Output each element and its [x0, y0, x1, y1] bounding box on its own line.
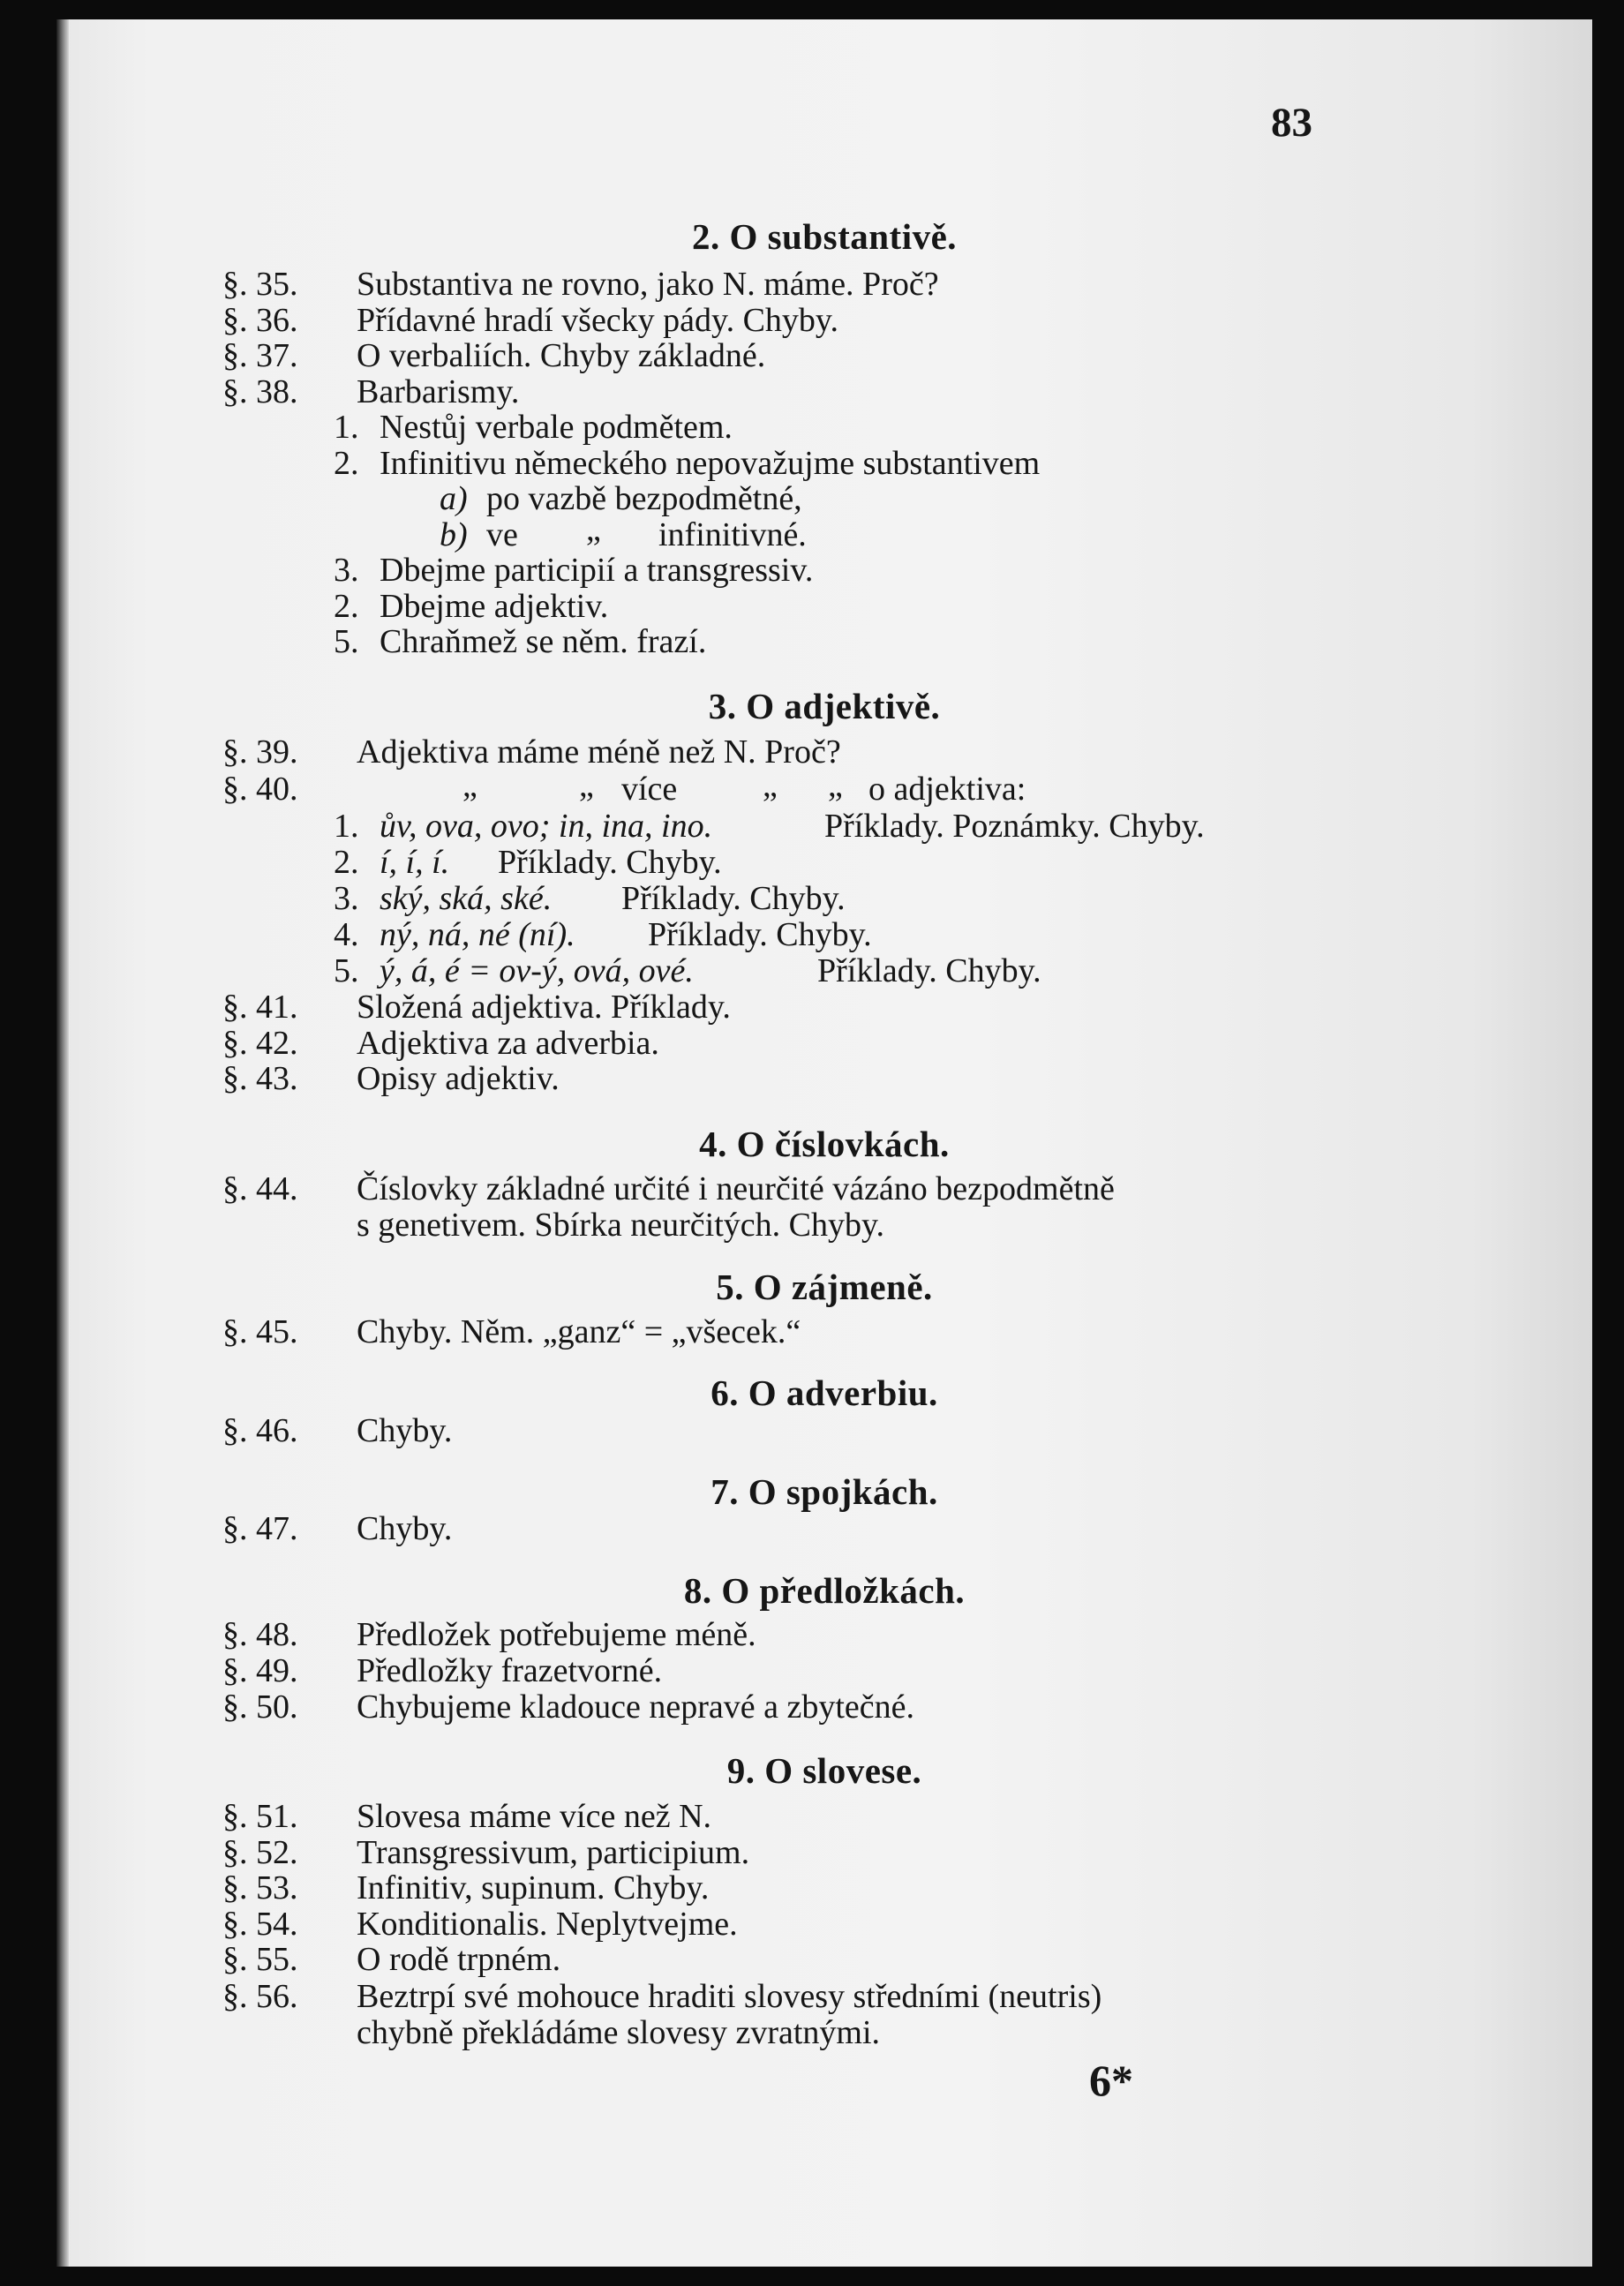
page-number: 83: [1271, 100, 1312, 146]
entry-text: Slovesa máme více než N.: [357, 1798, 712, 1835]
item-text: Příklady. Poznámky. Chyby.: [824, 808, 1205, 845]
subitem-text: po vazbě bezpodmětné,: [486, 480, 802, 517]
subitem-letter: a): [440, 480, 468, 517]
item-text: Dbejme adjektiv.: [380, 588, 609, 625]
entry-text: Infinitiv, supinum. Chyby.: [357, 1869, 710, 1906]
paragraph-number: §. 39.: [222, 733, 298, 771]
entry-text: více: [621, 771, 678, 808]
entry-text: Číslovky základné určité i neurčité vázáno bezpodmětně: [357, 1170, 1115, 1207]
paragraph-number: §. 49.: [222, 1652, 298, 1689]
paragraph-number: §. 40.: [222, 771, 298, 808]
ditto-mark: „: [763, 767, 778, 804]
entry-text: Adjektiva máme méně než N. Proč?: [357, 733, 841, 771]
paragraph-number: §. 46.: [222, 1412, 298, 1449]
item-number: 5.: [334, 623, 359, 660]
paragraph-number: §. 55.: [222, 1941, 298, 1978]
entry-text: Předložky frazetvorné.: [357, 1652, 663, 1689]
paragraph-number: §. 37.: [222, 337, 298, 374]
item-number: 1.: [334, 808, 359, 845]
entry-text: O rodě trpném.: [357, 1941, 561, 1978]
entry-text: Chyby.: [357, 1412, 453, 1449]
paragraph-number: §. 44.: [222, 1170, 298, 1207]
item-text: Chraňmež se něm. frazí.: [380, 623, 707, 660]
book-page: [56, 19, 1592, 2267]
item-text: Příklady. Chyby.: [498, 844, 722, 881]
entry-text: Beztrpí své mohouce hraditi slovesy středními (neutris): [357, 1978, 1102, 2015]
paragraph-number: §. 51.: [222, 1798, 298, 1835]
paragraph-number: §. 38.: [222, 373, 298, 410]
entry-text: O verbaliích. Chyby základné.: [357, 337, 766, 374]
entry-text: Složená adjektiva. Příklady.: [357, 989, 731, 1026]
section-heading: 2. O substantivě.: [691, 216, 958, 257]
entry-text: o adjektiva:: [868, 771, 1026, 808]
section-heading: 3. O adjektivě.: [708, 686, 941, 726]
paragraph-number: §. 45.: [222, 1313, 298, 1350]
subitem-text: ve: [486, 516, 518, 553]
entry-text: Adjektiva za adverbia.: [357, 1025, 659, 1062]
ditto-mark: „: [828, 767, 843, 804]
item-number: 2.: [334, 844, 359, 881]
entry-text: Předložek potřebujeme méně.: [357, 1616, 756, 1653]
item-text: Příklady. Chyby.: [648, 916, 872, 953]
entry-text: Barbarismy.: [357, 373, 520, 410]
paragraph-number: §. 53.: [222, 1869, 298, 1906]
section-heading: 7. O spojkách.: [710, 1471, 938, 1512]
item-number: 3.: [334, 552, 359, 589]
item-number: 2.: [334, 588, 359, 625]
item-number: 1.: [334, 409, 359, 446]
subitem-text: infinitivné.: [658, 516, 807, 553]
item-text: Dbejme participií a transgressiv.: [380, 552, 814, 589]
ditto-mark: „: [462, 767, 477, 804]
item-text: Nestůj verbale podmětem.: [380, 409, 733, 446]
suffix-forms: ný, ná, né (ní).: [380, 916, 575, 953]
signature-mark: 6*: [1089, 2056, 1133, 2105]
item-number: 4.: [334, 916, 359, 953]
item-number: 2.: [334, 445, 359, 482]
paragraph-number: §. 43.: [222, 1060, 298, 1097]
paragraph-number: §. 36.: [222, 302, 298, 339]
entry-text: Přídavné hradí všecky pády. Chyby.: [357, 302, 838, 339]
section-heading: 6. O adverbiu.: [710, 1372, 938, 1413]
entry-text: Substantiva ne rovno, jako N. máme. Proč?: [357, 266, 939, 303]
entry-text: Chyby.: [357, 1510, 453, 1547]
paragraph-number: §. 41.: [222, 989, 298, 1026]
entry-text: Chyby. Něm. „ganz“ = „všecek.“: [357, 1313, 801, 1350]
suffix-forms: ský, ská, ské.: [380, 880, 553, 917]
paragraph-number: §. 54.: [222, 1906, 298, 1943]
item-number: 5.: [334, 952, 359, 989]
ditto-mark: „: [579, 767, 594, 804]
suffix-forms: ův, ova, ovo; in, ina, ino.: [380, 808, 713, 845]
paragraph-number: §. 47.: [222, 1510, 298, 1547]
entry-text: Opisy adjektiv.: [357, 1060, 560, 1097]
paragraph-number: §. 35.: [222, 266, 298, 303]
entry-text: Transgressivum, participium.: [357, 1834, 750, 1871]
paragraph-number: §. 48.: [222, 1616, 298, 1653]
item-text: Příklady. Chyby.: [817, 952, 1041, 989]
section-heading: 9. O slovese.: [726, 1750, 922, 1791]
section-heading: 4. O číslovkách.: [699, 1124, 950, 1164]
section-heading: 5. O zájmeně.: [716, 1267, 933, 1307]
paragraph-number: §. 42.: [222, 1025, 298, 1062]
item-text: Infinitivu německého nepovažujme substantivem: [380, 445, 1041, 482]
paragraph-number: §. 52.: [222, 1834, 298, 1871]
paragraph-number: §. 50.: [222, 1688, 298, 1726]
item-number: 3.: [334, 880, 359, 917]
entry-continuation: chybně překládáme slovesy zvratnými.: [357, 2014, 881, 2051]
paragraph-number: §. 56.: [222, 1978, 298, 2015]
suffix-forms: ý, á, é = ov-ý, ová, ové.: [380, 952, 694, 989]
section-heading: 8. O předložkách.: [683, 1570, 966, 1611]
entry-text: Chybujeme kladouce nepravé a zbytečné.: [357, 1688, 914, 1726]
suffix-forms: í, í, í.: [380, 844, 450, 881]
entry-text: Konditionalis. Neplytvejme.: [357, 1906, 738, 1943]
subitem-letter: b): [440, 516, 468, 553]
item-text: Příklady. Chyby.: [621, 880, 846, 917]
ditto-mark: „: [586, 511, 601, 548]
entry-continuation: s genetivem. Sbírka neurčitých. Chyby.: [357, 1207, 885, 1244]
